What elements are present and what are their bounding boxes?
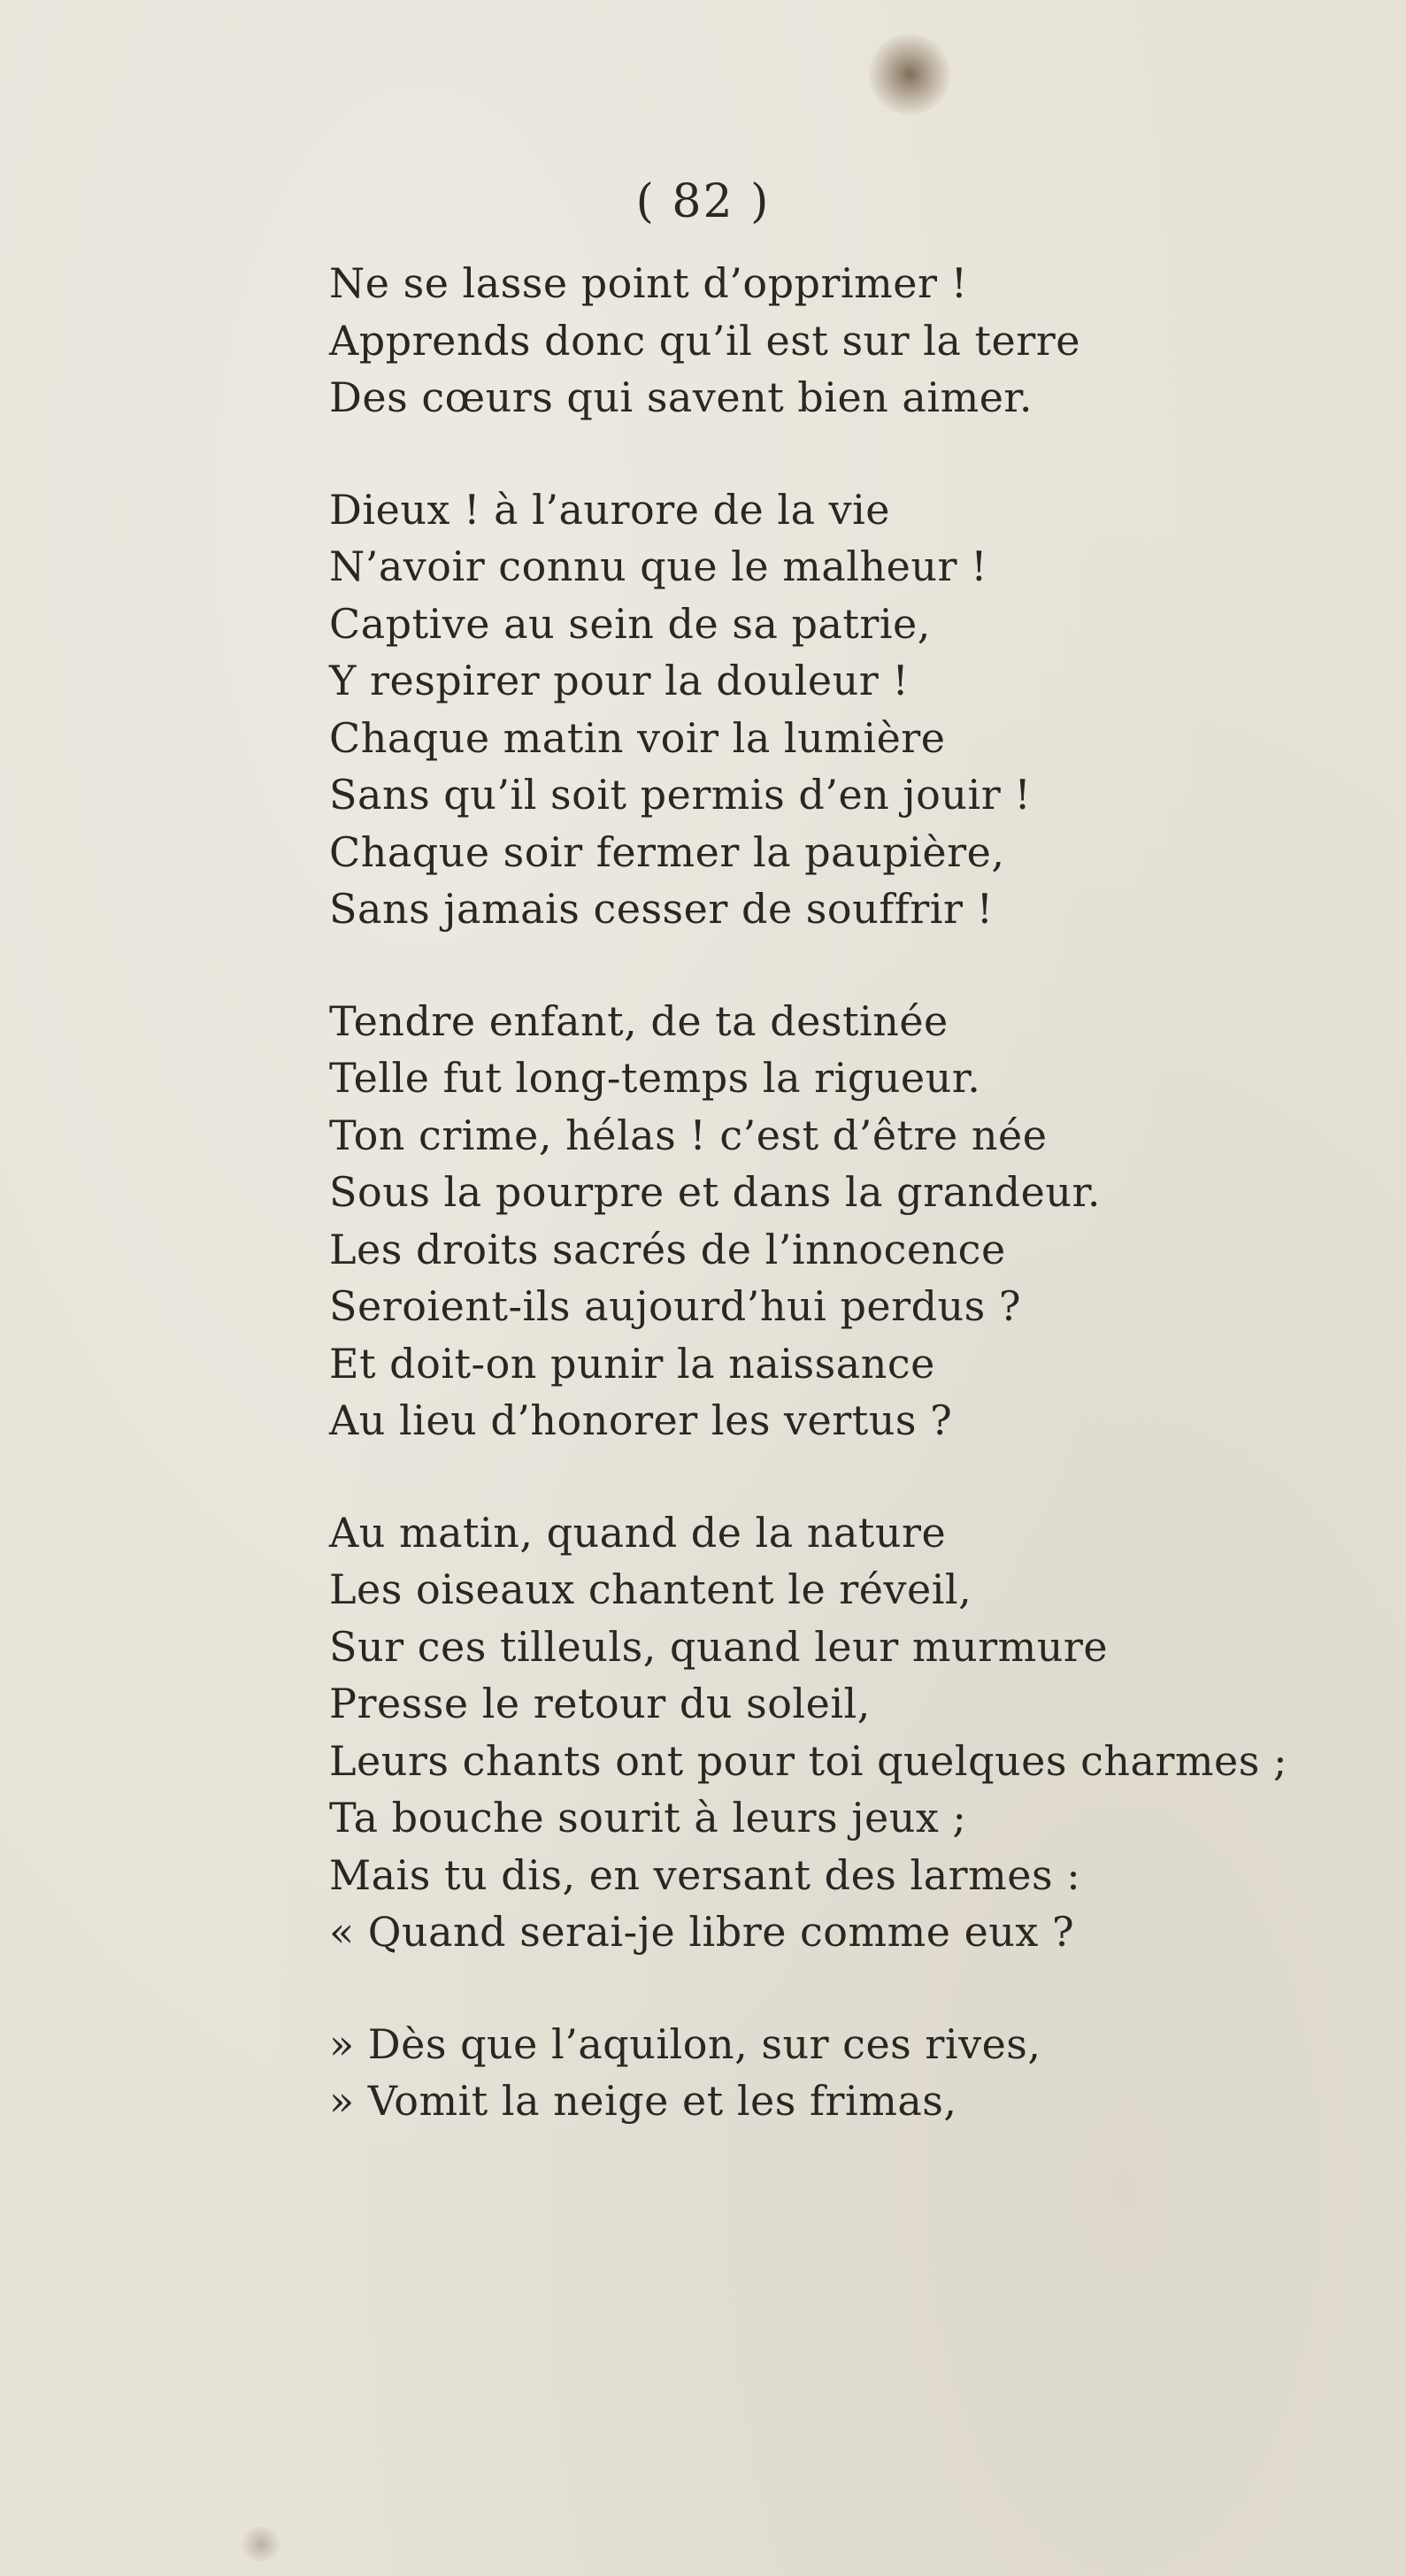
ink-stain (869, 34, 950, 115)
poem-line: Seroient-ils aujourd’hui perdus ? (329, 1282, 1022, 1330)
poem-line: Ne se lasse point d’opprimer ! (329, 259, 968, 307)
poem-line: Leurs chants ont pour toi quelques charmes ; (329, 1736, 1287, 1785)
poem-line: Les oiseaux chantent le réveil, (329, 1565, 972, 1613)
poem-line: Presse le retour du soleil, (329, 1680, 871, 1727)
stanza-4 (329, 1504, 1373, 1961)
poem-line: N’avoir connu que le malheur ! (329, 542, 988, 590)
poem-line: Captive au sein de sa patrie, (329, 599, 931, 648)
poem-line: Apprends donc qu’il est sur la terre (329, 316, 1080, 365)
poem-line: » Dès que l’aquilon, sur ces rives, (329, 2019, 1041, 2068)
poem-line: Mais tu dis, en versant des larmes : (329, 1850, 1081, 1899)
poem-line: Au lieu d’honorer les vertus ? (329, 1396, 953, 1444)
poem-line: Et doit-on punir la naissance (329, 1339, 935, 1388)
page-number: ( 82 ) (635, 175, 771, 228)
poem-line: Dieux ! à l’aurore de la vie (329, 485, 891, 534)
poem-line: Les droits sacrés de l’innocence (329, 1225, 1006, 1273)
poem-body (329, 255, 1373, 2185)
stanza-2 (329, 481, 1373, 938)
poem-line: Chaque matin voir la lumière (329, 713, 946, 762)
poem-line: Au matin, quand de la nature (329, 1508, 947, 1557)
poem-line: Ton crime, hélas ! c’est d’être née (329, 1111, 1048, 1159)
paper-blemish (239, 2526, 283, 2562)
poem-line: Chaque soir fermer la paupière, (329, 827, 1005, 876)
poem-line: Ta bouche sourit à leurs jeux ; (329, 1794, 967, 1842)
poem-line: « Quand serai-je libre comme eux ? (329, 1908, 1075, 1956)
stanza-5 (329, 2016, 1373, 2130)
stanza-1 (329, 255, 1373, 427)
poem-line: Tendre enfant, de ta destinée (329, 996, 949, 1045)
poem-line: Des cœurs qui savent bien aimer. (329, 373, 1033, 421)
poem-line: » Vomit la neige et les frimas, (329, 2077, 957, 2125)
poem-line: Sans qu’il soit permis d’en jouir ! (329, 771, 1032, 819)
poem-line: Y respirer pour la douleur ! (329, 657, 910, 704)
poem-line: Sous la pourpre et dans la grandeur. (329, 1168, 1102, 1216)
poem-line: Sans jamais cesser de souffrir ! (329, 885, 994, 933)
poem-line: Telle fut long-temps la rigueur. (329, 1054, 981, 1102)
poem-line: Sur ces tilleuls, quand leur murmure (329, 1622, 1109, 1671)
stanza-3 (329, 993, 1373, 1449)
